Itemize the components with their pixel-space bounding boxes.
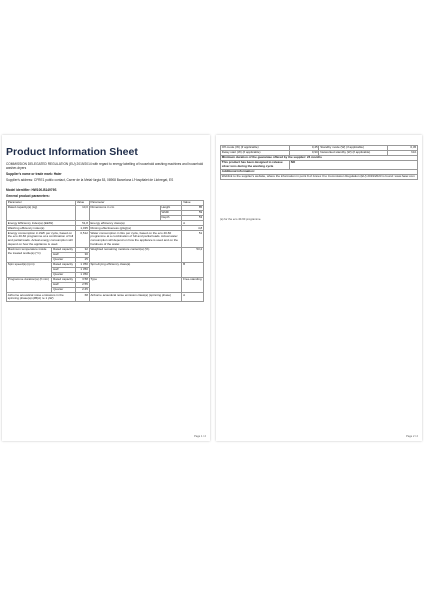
warranty-text: Minimum duration of the guarantee offered by the supplier: 24 months: [221, 156, 418, 161]
supplier-address: Supplier's address: CFRE1 public contact, Carrer de la Metal·lúrgia 53, 08908 Barcelona L'Hospitalet de Llobregat, ES: [6, 178, 174, 182]
table-row: Airborne acoustical noise emissions in the spinning phase(a) (dB(A) re 1 pW) 68 Airborne acoustical noise emission class(a) (spinning phase) A: [7, 293, 204, 302]
page-title: Product Information Sheet: [6, 146, 138, 158]
table-row: Maximum temperature inside the treated textile(a) (°C) Rated capacity 32 Weighted remaining moisture content(a) (%) 53,2: [7, 247, 204, 252]
footnote: (a) for the eco 40-60 programme.: [220, 217, 262, 221]
table-row: Quarter 1 350: [53, 272, 88, 277]
header-value: Value: [75, 201, 89, 206]
power-table: [220, 145, 418, 180]
general-params-heading: General product parameters:: [6, 194, 50, 198]
table-row: Energy Efficiency Index(a) (EEIW) 51,8 Energy efficiency class(a) A: [7, 221, 204, 226]
weblink-text: Weblink to the supplier's website, where the information in point 9 of Annex II to Commission Regulation (EU) 2019/2023 is found: www.haier.com: [221, 175, 418, 180]
product-information-sheet-page-1: [2, 135, 210, 441]
table-row: [221, 175, 418, 180]
table-row: Off-mode (W) (if applicable) 0,45 Standby mode (W) (if applicable) 0,45: [221, 145, 417, 150]
table-row: Width 59: [161, 210, 203, 215]
table-row: Washing efficiency index(a) 1,035 Rinsing effectiveness (g/kg)(a) 4,8: [7, 225, 203, 230]
table-row: Half 1 350: [53, 267, 88, 272]
regulation-text: COMMISSION DELEGATED REGULATION (EU) 2019/2014 with regard to energy labelling of household washing machines and household washer-dryers: [6, 162, 204, 170]
model-identifier: Model identifier: HW100-B14979S: [6, 188, 57, 192]
table-row: Depth 53: [161, 215, 203, 220]
silver-ions-value: NO: [289, 161, 417, 170]
additional-info-label: Additional information:: [221, 170, 418, 175]
table-row: Rated capacity(a) (kg) 10,0 Dimensions in cm Height 85: [7, 206, 204, 211]
table-row: [221, 161, 418, 170]
page-number: Page 2 / 2: [406, 435, 418, 438]
table-row: Spin speed(a) (rpm) Rated capacity 1 350 Spin-drying efficiency class(a) B: [7, 262, 204, 267]
parameters-table: [6, 200, 204, 302]
product-information-sheet-page-2: [216, 135, 422, 441]
page-number: Page 1 / 2: [194, 435, 206, 438]
table-row: Delay start (W) (if applicable) 0,90 Networked standby (W) (if applicable) N/A: [221, 150, 417, 155]
supplier-name: Supplier's name or trade mark: Haier: [6, 172, 62, 176]
table-row: Programme duration(a) (h:min) Rated capacity 3:58 Type Free-standing: [7, 278, 204, 283]
table-row: Quarter 25: [53, 257, 88, 261]
header-parameter-2: Parameter: [89, 201, 182, 206]
header-parameter: Parameter: [7, 201, 76, 206]
table-row: Quarter 2:45: [53, 287, 88, 292]
table-row: Half 2:55: [53, 282, 88, 287]
header-value-2: Value: [182, 201, 204, 206]
table-row: Half 30: [53, 251, 88, 256]
silver-ions-label: This product has been designed to release silver ions during the washing cycle: [221, 161, 290, 170]
table-row: Energy consumption in kWh per cycle, based on the eco 40-60 programme at a combination of full and partial loads. Actual energy consumption will depend on how the appliance is used. 0,512 Water consumption in litre per cycle, based on the eco 40-60 programme at a combination of full and partial loads. Actual water consumption will depend on how the appliance is used and on the hardness of the water. 51: [7, 230, 203, 246]
